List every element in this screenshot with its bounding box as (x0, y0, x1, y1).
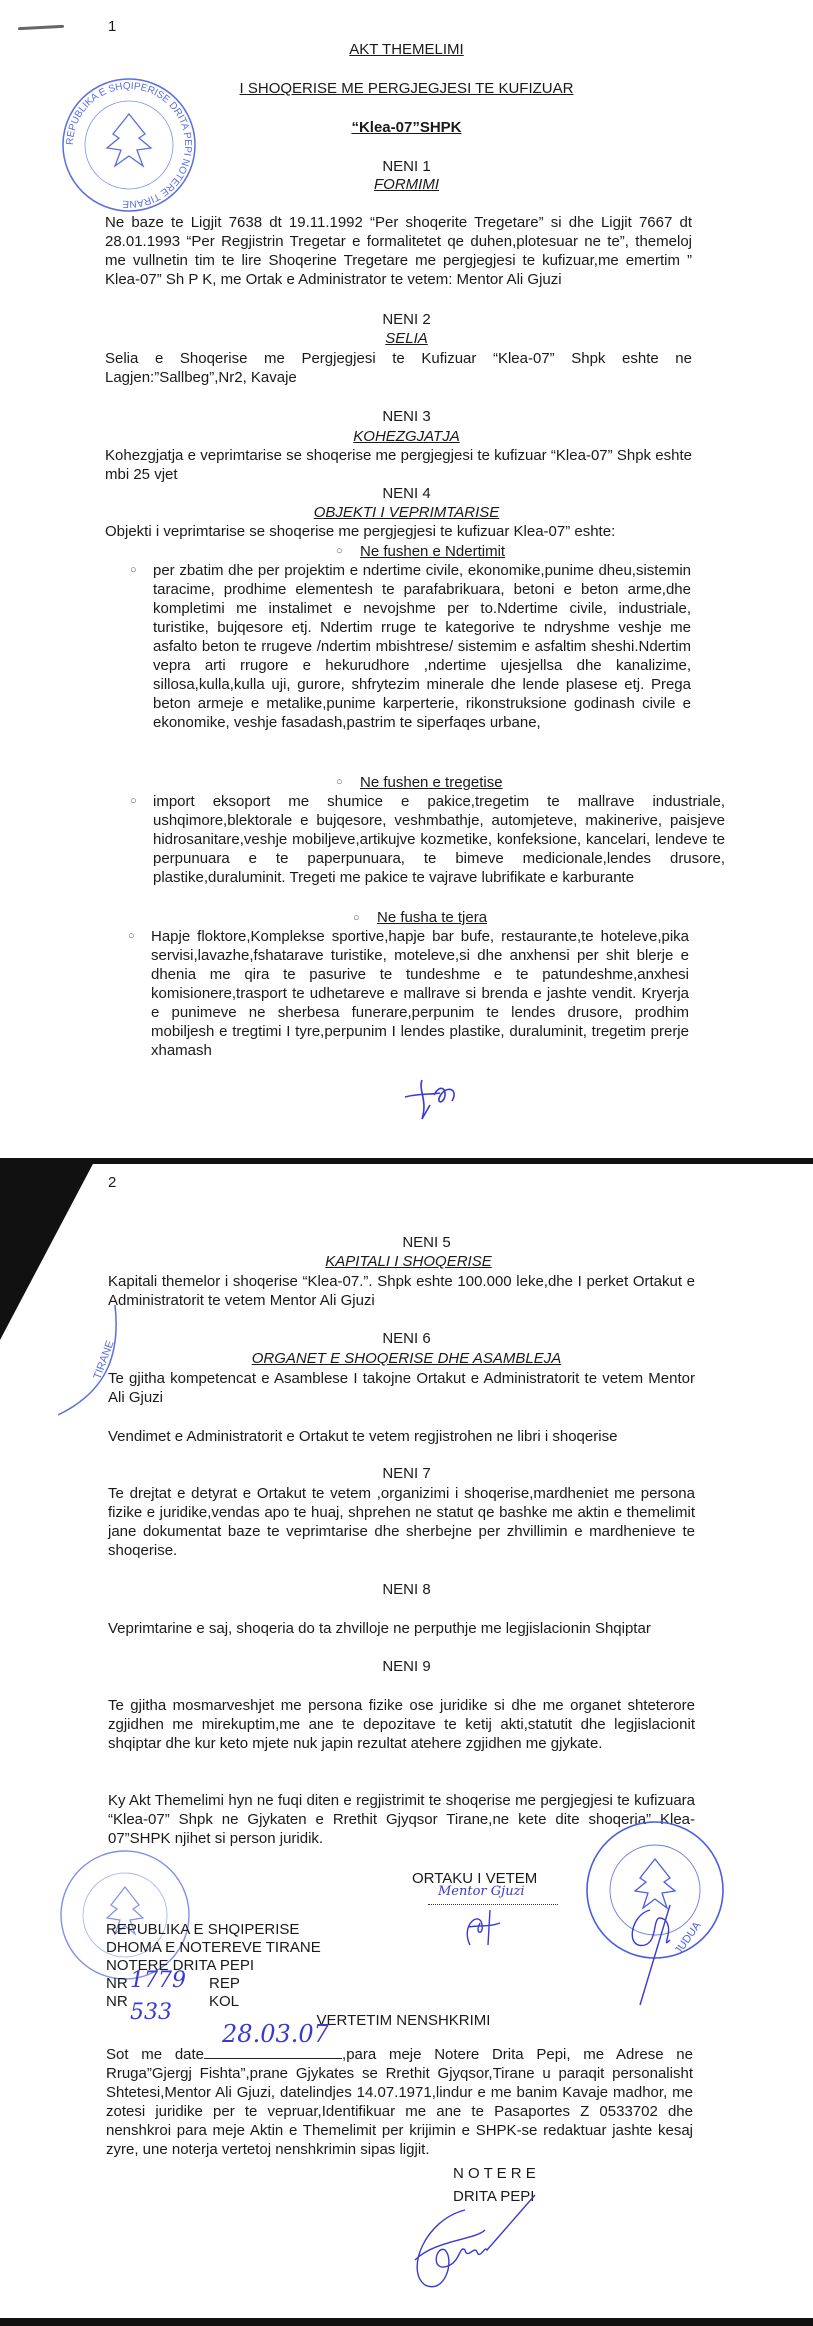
page-separator (0, 1158, 813, 1164)
article-4-label: NENI 4 (382, 485, 431, 502)
article-1-heading: FORMIMI (374, 176, 439, 193)
bullet-icon: ○ (128, 930, 135, 942)
svg-text:TIRANE: TIRANE (91, 1339, 117, 1382)
section-other-text: Hapje floktore,Komplekse sportive,hapje bar bufe, restaurante,te hoteleve,pika servisi,lavazhe,fshatarave turistike, moteleve,si dhe anxhensi per shit blerje e dhenia me qira te pasurive te tundeshme e te patundeshme,anxhesi komisionere,trasport te udhetareve e mallrave si brenda e jashte vendit. Kryerja e punimeve ne sherbesa funerare,perpunim te lendes drusore, prodhim mobiljesh e tregtimi I tyre,perpunim I lendes plastike, duraluminit, tregetim prerje xhamash (151, 928, 689, 1059)
bottom-edge (0, 2318, 813, 2326)
cert-body: ,para meje Notere Drita Pepi, me Adrese ne Rruga”Gjergj Fishta”,prane Gjykates se Rrethit Gjyqsor,Tirane u paraqit personalisht Shtetesi,Mentor Ali Gjuzi, datelindjes 14.07.1971,lindur e me banim Kavaje madhor, me zotesi juridike per te vepruar,Identifikuar me ane te Pasaportes Z 0533702 dhe nenshkroi para meje Aktin e Themelimit per krijimin e SHPK-se redaktuar jashte kesaj zyre, une noterja vertetoj nenshkrimin sipas ligjit. (106, 2046, 693, 2158)
page-number: 2 (108, 1174, 117, 1191)
document-title: AKT THEMELIMI (349, 41, 464, 58)
svg-text:REPUBLIKA E SHQIPERISE DRITA P: REPUBLIKA E SHQIPERISE DRITA PEPI NOTERE TIRANE (64, 80, 194, 210)
notary-title: N O T E R E (453, 2165, 536, 2182)
article-6-label: NENI 6 (382, 1330, 431, 1347)
notary-block-line: NOTERE DRITA PEPI (106, 1957, 255, 1974)
notary-signature-icon (405, 2190, 545, 2295)
bullet-icon: ○ (130, 795, 137, 807)
certification-title: VERTETIM NENSHKRIMI (316, 2012, 491, 2029)
article-3-heading: KOHEZGJATJA (353, 428, 460, 445)
article-5-heading: KAPITALI I SHOQERISE (325, 1253, 492, 1270)
partner-signature: Mentor Gjuzi (438, 1884, 525, 1899)
section-construction-title: Ne fushen e Ndertimit (360, 543, 506, 560)
nr-kol-suffix: KOL (209, 1993, 240, 2010)
closing-text: Ky Akt Themelimi hyn ne fuqi diten e regjistrimit te shoqerise me pergjegjesi te kufizuara “Klea-07” Shpk ne Gjykaten e Rrethit Gjyqsor Tirane,ne kete dite shoqeria” Klea-07”SHPK njihet si person juridik. (108, 1792, 695, 1847)
article-6-text: Te gjitha kompetencat e Asamblese I takojne Ortakut e Administratorit te vetem Mentor Ali Gjuzi (108, 1370, 695, 1406)
section-other-title: Ne fusha te tjera (377, 909, 488, 926)
article-4-heading: OBJEKTI I VEPRIMTARISE (313, 504, 500, 521)
notary-block-line: REPUBLIKA E SHQIPERISE (106, 1921, 300, 1938)
bullet-icon: ○ (130, 564, 137, 576)
staple-mark (18, 25, 64, 30)
article-4-intro: Objekti i veprimtarise se shoqerise me pergjegjesi te kufizuar Klea-07” eshte: (105, 523, 616, 540)
nr-kol-label: NR (106, 1993, 128, 2010)
nr-rep-value: 1779 (130, 1968, 186, 1993)
article-1-text: Ne baze te Ligjit 7638 dt 19.11.1992 “Per shoqerite Tregetare” si dhe Ligjit 7667 dt 28.01.1993 “Per Regjistrin Tregetar e formalitetet qe duhen,plotesuar ne te”, themeloj me vullnetin tim te lire Shoqerine Tregetare me pergjegjesi te kufizuar,me emertim ” Klea-07” Sh P K, me Ortak e Administrator te vetem: Mentor Ali Gjuzi (105, 214, 692, 288)
initials-signature-icon (400, 1075, 470, 1125)
nr-rep-label: NR (106, 1975, 128, 1992)
article-8-label: NENI 8 (382, 1581, 431, 1598)
company-name: “Klea-07”SHPK (351, 119, 462, 136)
nr-rep-suffix: REP (209, 1975, 240, 1992)
article-5-label: NENI 5 (402, 1234, 451, 1251)
bullet-icon: ○ (353, 912, 360, 924)
cert-prefix: Sot me date (106, 2046, 205, 2063)
article-1-label: NENI 1 (382, 158, 431, 175)
article-9-label: NENI 9 (382, 1658, 431, 1675)
notary-name: DRITA PEPI (453, 2188, 535, 2205)
article-6-heading: ORGANET E SHOQERISE DHE ASAMBLEJA (251, 1350, 562, 1367)
article-5-text: Kapitali themelor i shoqerise “Klea-07.”. Shpk eshte 100.000 leke,dhe I perket Ortakut e Administratorit te vetem Mentor Ali Gjuzi (108, 1273, 695, 1309)
bullet-icon: ○ (336, 776, 343, 788)
notary-signature-icon (620, 1900, 690, 2010)
article-2-heading: SELIA (385, 330, 428, 347)
notary-block-line: DHOMA E NOTEREVE TIRANE (106, 1939, 321, 1956)
partner-label: ORTAKU I VETEM (412, 1870, 538, 1887)
svg-text:JUDUA: JUDUA (672, 1919, 704, 1957)
article-6-text-2: Vendimet e Administratorit e Ortakut te vetem regjistrohen ne libri i shoqerise (108, 1428, 618, 1445)
section-trade-title: Ne fushen e tregetise (360, 774, 503, 791)
date-field (204, 2020, 342, 2059)
article-2-text: Selia e Shoqerise me Pergjegjesi te Kufizuar “Klea-07” Shpk eshte ne Lagjen:”Sallbeg”,Nr2, Kavaje (105, 350, 692, 386)
document-subtitle: I SHOQERISE ME PERGJEGJESI TE KUFIZUAR (239, 80, 574, 97)
section-trade-text: import eksoport me shumice e pakice,tregetim te mallrave industriale, ushqimore,blektorale e bujqesore, veshmbathje, automjeteve, makinerive, paisjeve hidrosanitare,veshje mobiljeve,artikujve kozmetike, konfeksione, kancelari, lendeve te perpunuara e te paperpunuara, te bimeve medicionale,lendes drusore, plastike,duraluminit. Tregeti me pakice te vajrave lubrifikate e karburante (153, 793, 725, 886)
bullet-icon: ○ (336, 545, 343, 557)
handwritten-date: 28.03.07 (222, 2020, 329, 2048)
article-7-label: NENI 7 (382, 1465, 431, 1482)
article-3-label: NENI 3 (382, 408, 431, 425)
article-3-text: Kohezgjatja e veprimtarise se shoqerise me pergjegjesi te kufizuar “Klea-07” Shpk eshte mbi 25 vjet (105, 447, 692, 483)
article-9-text: Te gjitha mosmarveshjet me persona fizike ose juridike si dhe me organet shteterore zgjidhen me mirekuptim,me ane te depozitave te ketij akti,statutit dhe legjislacionit shqiptar dhe kur keto mjete nuk japin rezultat atehere zgjidhen me gjykate. (108, 1697, 695, 1752)
page-number: 1 (108, 18, 117, 35)
article-8-text: Veprimtarine e saj, shoqeria do ta zhvilloje ne perputhje me legjislacionin Shqiptar (108, 1620, 651, 1637)
article-2-label: NENI 2 (382, 311, 431, 328)
section-construction-text: per zbatim dhe per projektim e ndertime civile, ekonomike,punime dheu,sistemin taracime, prodhime elementesh te parafabrikuara, betoni e beton arme,dhe kompletimi me instalimet e nevojshme per to.Ndertime civile, industriale, turistike, bujqesore etj. Ndertim rruge te kategorive te ndryshme veshje me asfalto beton te rrugeve /ndertim mbishtrese/ sistemim e asfaltim sheshi.Ndertim vepra arti rrugore e hekurudhore ,ndertime ujesjellsa dhe kanalizime, sillosa,kulla,kulla uji, gurore, shfrytezim minerale dhe lende plasese etj. Prega beton armeje e metalike,punime karperterie, rikonstruksione godinash civile e ekonomike, veshje fasadash,pastrim te siperfaqes urbane, (153, 562, 691, 731)
partner-initials-icon (460, 1905, 510, 1950)
nr-kol-value: 533 (130, 2000, 172, 2025)
article-7-text: Te drejtat e detyrat e Ortakut te vetem ,organizimi i shoqerise,mardheniet me persona fizike e juridike,vendas apo te huaj, shprehen ne statut qe bashke me aktin e themelimit jane dokumentat baze te veprimtarise dhe sherbejne per zhvillimin e mardhenieve te shoqerise. (108, 1485, 695, 1559)
